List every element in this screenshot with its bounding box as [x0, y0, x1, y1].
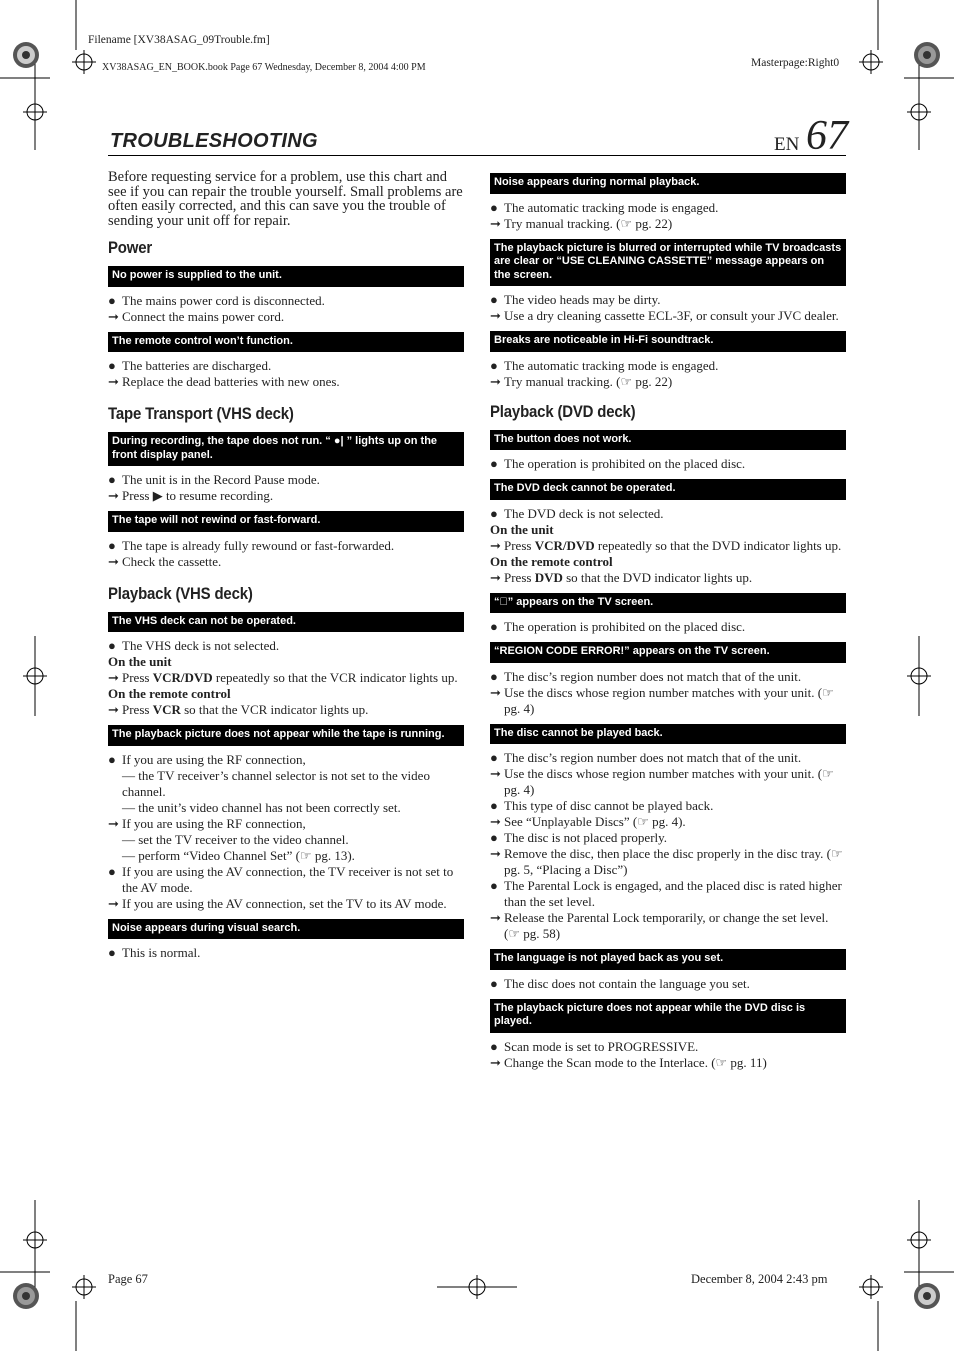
bullet-icon: ● [490, 292, 498, 307]
cause-line: ● This is normal. [108, 945, 201, 960]
arrow-icon: ➞ [490, 814, 501, 829]
remedy-line: ➞ Press DVD so that the DVD indicator lights up. [490, 569, 753, 585]
cause-line: ● The automatic tracking mode is engaged. [490, 357, 719, 373]
footer-date: December 8, 2004 2:43 pm [691, 1272, 828, 1286]
problem-title: The playback picture does not appear while the DVD disc is played. [490, 999, 846, 1033]
remedy-line: ➞ Try manual tracking. (☞ pg. 22) [490, 215, 673, 231]
language-label: EN [774, 134, 800, 155]
on-remote-label: On the remote control [490, 553, 613, 569]
bullet-icon: ● [490, 830, 498, 845]
arrow-icon: ➞ [108, 895, 119, 911]
remedy-line: ➞ Press VCR/DVD repeatedly so that the VCR indicator lights up. [108, 670, 458, 685]
remedy-line: ➞ Press VCR/DVD repeatedly so that the DVD indicator lights up. [490, 537, 842, 553]
detail-line: — the TV receiver’s channel selector is not set to the video channel. [122, 767, 430, 799]
bullet-icon: ● [490, 975, 498, 991]
vhs-continued-items [490, 173, 846, 390]
arrow-icon: ➞ [108, 308, 119, 324]
cause-line: ● If you are using the RF connection, [108, 751, 306, 767]
right-column [490, 173, 846, 1078]
arrow-icon: ➞ [490, 215, 501, 231]
problem-title: The remote control won’t function. [108, 332, 464, 353]
cause-line: ● The disc is not placed properly. [490, 830, 668, 845]
trouble-item [108, 332, 464, 391]
remedy-line: ➞ Press VCR so that the VCR indicator lights up. [108, 702, 369, 717]
masterpage-meta: Masterpage:Right0 [751, 57, 840, 69]
vhs-item-picture [108, 725, 464, 912]
cause-line: ● The Parental Lock is engaged, and the placed disc is rated higher than the set level. [490, 878, 842, 909]
arrow-icon: ➞ [108, 815, 119, 831]
cause-line: ● If you are using the AV connection, the TV receiver is not set to the AV mode. [108, 863, 454, 895]
cause-line: ● The mains power cord is disconnected. [108, 292, 325, 308]
trouble-item [490, 949, 846, 992]
left-column [108, 170, 464, 968]
bullet-icon: ● [108, 472, 116, 487]
detail-line: — set the TV receiver to the video channel. [122, 831, 349, 847]
problem-title: “REGION CODE ERROR!” appears on the TV screen. [490, 642, 846, 663]
remedy-line: ➞ If you are using the AV connection, set the TV to its AV mode. [108, 895, 447, 911]
dvd-items [490, 593, 846, 1071]
trouble-item [490, 999, 846, 1071]
bullet-icon: ● [108, 945, 116, 960]
section-heading-tape: Tape Transport (VHS deck) [108, 404, 294, 423]
power-items [108, 266, 464, 390]
problem-title: The VHS deck can not be operated. [108, 612, 464, 633]
intro-text: Before requesting service for a problem, use this chart and see if you can repair the trouble yourself. Small problems are often easily corrected, and this can save you the trouble of sending your unit off for repair. [108, 169, 463, 229]
bullet-icon: ● [490, 668, 498, 684]
bullet-icon: ● [108, 358, 116, 373]
vhs-item-noise [108, 919, 464, 962]
problem-title: The language is not played back as you set. [490, 949, 846, 970]
cause-line: ● The disc does not contain the language you set. [490, 975, 750, 991]
trouble-item [108, 266, 464, 325]
trouble-item [490, 593, 846, 636]
problem-title: The playback picture does not appear while the tape is running. [108, 725, 464, 746]
arrow-icon: ➞ [108, 553, 119, 569]
arrow-icon: ➞ [490, 846, 501, 861]
remedy-line: ➞ Press ▶ to resume recording. [108, 488, 274, 503]
arrow-icon: ➞ [490, 1054, 501, 1070]
problem-title: Noise appears during normal playback. [490, 173, 846, 194]
arrow-icon: ➞ [108, 374, 119, 389]
cause-line: ● The disc’s region number does not match that of the unit. [490, 750, 802, 765]
title-rule [108, 155, 846, 156]
section-heading-dvd: Playback (DVD deck) [490, 401, 636, 421]
on-remote-label: On the remote control [108, 686, 231, 701]
arrow-icon: ➞ [490, 684, 501, 700]
cause-line: ● Scan mode is set to PROGRESSIVE. [490, 1038, 699, 1054]
cause-line: ● The unit is in the Record Pause mode. [108, 472, 320, 487]
cause-line: ● The automatic tracking mode is engaged. [490, 199, 719, 215]
arrow-icon: ➞ [490, 910, 501, 925]
remedy-line: ➞ Remove the disc, then place the disc properly in the disc tray. (☞ pg. 5, “Placing a Disc”) [490, 846, 843, 877]
bullet-icon: ● [490, 798, 498, 813]
cause-line: ● The batteries are discharged. [108, 358, 272, 373]
cause-line: ● The video heads may be dirty. [490, 292, 661, 307]
footer-page: Page 67 [108, 1272, 148, 1286]
problem-title: The button does not work. [490, 430, 846, 451]
bullet-icon: ● [490, 878, 498, 893]
remedy-line: ➞ If you are using the RF connection, [108, 815, 306, 831]
arrow-icon: ➞ [108, 488, 119, 503]
remedy-line: ➞ Use the discs whose region number matches with your unit. (☞ pg. 4) [490, 766, 834, 797]
tape-items [108, 432, 464, 570]
cause-line: ● The operation is prohibited on the placed disc. [490, 619, 746, 634]
trouble-item [490, 724, 846, 943]
problem-title: During recording, the tape does not run. “ ●| ” lights up on the front display panel. [108, 432, 464, 466]
arrow-icon: ➞ [490, 308, 501, 323]
cause-line: ● The disc’s region number does not match that of the unit. [490, 668, 802, 684]
bullet-icon: ● [490, 456, 498, 471]
remedy-line: ➞ Change the Scan mode to the Interlace. (☞ pg. 11) [490, 1054, 767, 1070]
remedy-line: ➞ Release the Parental Lock temporarily, or change the set level. (☞ pg. 58) [490, 910, 829, 941]
problem-title: The playback picture is blurred or interrupted while TV broadcasts are clear or “USE CLEANING CASSETTE” message appears on the screen. [490, 239, 846, 287]
trouble-item [490, 642, 846, 717]
bullet-icon: ● [108, 292, 116, 308]
remedy-line: ➞ Check the cassette. [108, 553, 222, 569]
section-heading-vhs: Playback (VHS deck) [108, 583, 253, 603]
page-number: 67 [806, 113, 848, 159]
page-title: TROUBLESHOOTING [110, 130, 318, 152]
on-unit-label: On the unit [108, 654, 172, 669]
detail-line: — the unit’s video channel has not been correctly set. [122, 799, 401, 815]
dvd-item-deck [490, 479, 846, 586]
cause-line: ● This type of disc cannot be played back. [490, 798, 714, 813]
bullet-icon: ● [490, 357, 498, 373]
filename-meta: Filename [XV38ASAG_09Trouble.fm] [88, 34, 270, 46]
bullet-icon: ● [490, 199, 498, 215]
problem-title: No power is supplied to the unit. [108, 266, 464, 287]
problem-title: “⃠” appears on the TV screen. [490, 593, 846, 614]
section-heading-power: Power [108, 238, 153, 257]
trouble-item [108, 432, 464, 504]
bullet-icon: ● [490, 1038, 498, 1054]
on-unit-label: On the unit [490, 521, 554, 537]
bullet-icon: ● [108, 751, 116, 767]
remedy-line: ➞ Use the discs whose region number matches with your unit. (☞ pg. 4) [490, 684, 834, 716]
arrow-icon: ➞ [490, 373, 501, 389]
book-meta: XV38ASAG_EN_BOOK.book Page 67 Wednesday, December 8, 2004 4:00 PM [102, 62, 426, 73]
detail-line: — perform “Video Channel Set” (☞ pg. 13). [122, 847, 355, 863]
cause-line: ● The DVD deck is not selected. [490, 505, 664, 521]
cause-line: ● The VHS deck is not selected. [108, 638, 280, 653]
trouble-item [490, 331, 846, 390]
bullet-icon: ● [108, 537, 116, 553]
dvd-item-button [490, 430, 846, 473]
remedy-line: ➞ See “Unplayable Discs” (☞ pg. 4). [490, 814, 686, 829]
bullet-icon: ● [490, 619, 498, 634]
problem-title: The tape will not rewind or fast-forward. [108, 511, 464, 532]
vhs-item-deck [108, 612, 464, 719]
trouble-item [108, 511, 464, 570]
trouble-item [490, 239, 846, 325]
bullet-icon: ● [490, 750, 498, 765]
trouble-item [490, 173, 846, 232]
problem-title: Noise appears during visual search. [108, 919, 464, 940]
remedy-line: ➞ Replace the dead batteries with new ones. [108, 374, 340, 389]
cause-line: ● The operation is prohibited on the placed disc. [490, 456, 746, 471]
bullet-icon: ● [108, 863, 116, 879]
remedy-line: ➞ Connect the mains power cord. [108, 308, 285, 324]
cause-line: ● The tape is already fully rewound or fast-forwarded. [108, 537, 395, 553]
remedy-line: ➞ Use a dry cleaning cassette ECL-3F, or consult your JVC dealer. [490, 308, 839, 323]
remedy-line: ➞ Try manual tracking. (☞ pg. 22) [490, 373, 673, 389]
arrow-icon: ➞ [490, 766, 501, 781]
problem-title: The DVD deck cannot be operated. [490, 479, 846, 500]
problem-title: The disc cannot be played back. [490, 724, 846, 745]
problem-title: Breaks are noticeable in Hi-Fi soundtrack. [490, 331, 846, 352]
